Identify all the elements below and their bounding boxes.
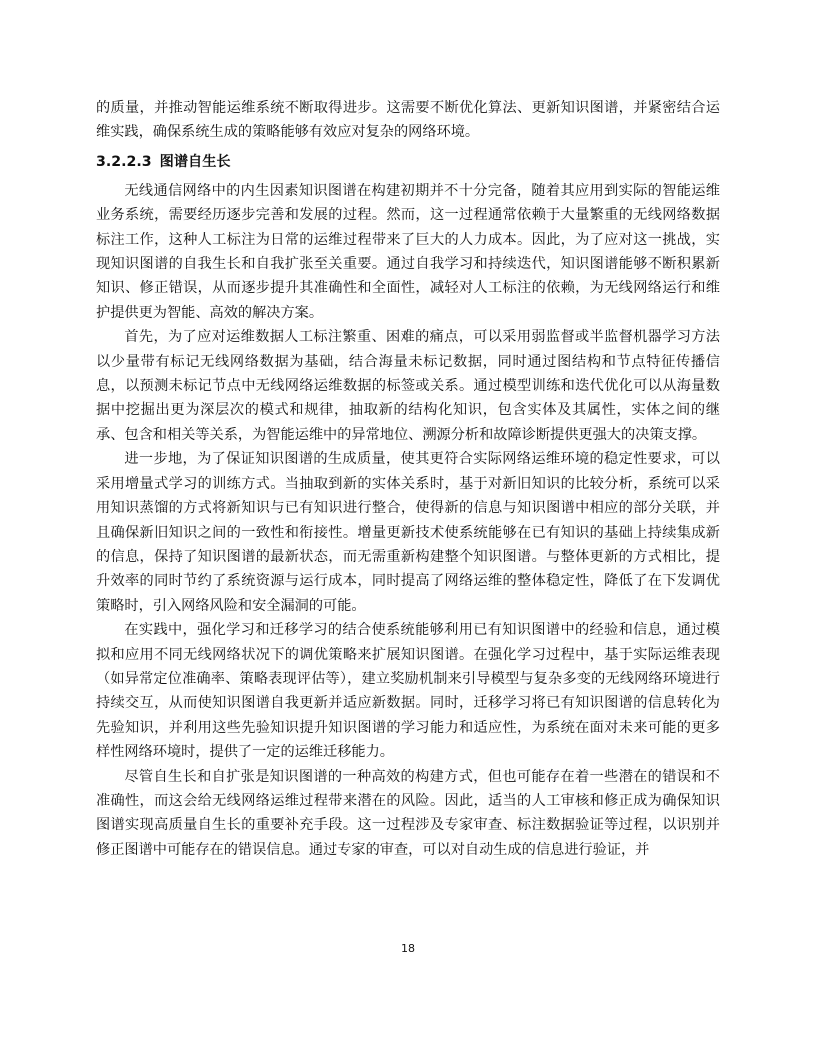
body-paragraph-5: 尽管自生长和自扩张是知识图谱的一种高效的构建方式，但也可能存在着一些潜在的错误和不准确性，而这会给无线网络运维过程带来潜在的风险。因此，适当的人工审核和修正成为确保知识图谱实现高质量自生长的重要补充手段。这一过程涉及专家审查、标注数据验证等过程，以识别并修正图谱中可能存在的错误信息。通过专家的审查，可以对自动生成的信息进行验证，并 — [96, 768, 720, 858]
continuation-paragraph: 的质量，并推动智能运维系统不断取得进步。这需要不断优化算法、更新知识图谱，并紧密结合运维实践，确保系统生成的策略能够有效应对复杂的网络环境。 — [96, 100, 720, 141]
body-paragraph-1: 无线通信网络中的内生因素知识图谱在构建初期并不十分完备，随着其应用到实际的智能运维业务系统，需要经历逐步完善和发展的过程。然而，这一过程通常依赖于大量繁重的无线网络数据标注工作，这种人工标注为日常的运维过程带来了巨大的人力成本。因此，为了应对这一挑战，实现知识图谱的自我生长和自我扩张至关重要。通过自我学习和持续迭代，知识图谱能够不断积累新知识、修正错误，从而逐步提升其准确性和全面性，减轻对人工标注的依赖，为无线网络运行和维护提供更为智能、高效的解决方案。 — [96, 182, 720, 321]
section-heading — [96, 150, 720, 174]
body-paragraph-3: 进一步地，为了保证知识图谱的生成质量，使其更符合实际网络运维环境的稳定性要求，可以采用增量式学习的训练方式。当抽取到新的实体关系时，基于对新旧知识的比较分析，系统可以采用知识蒸馏的方式将新知识与已有知识进行整合，使得新的信息与知识图谱中相应的部分关联，并且确保新旧知识之间的一致性和衔接性。增量更新技术使系统能够在已有知识的基础上持续集成新的信息，保持了知识图谱的最新状态，而无需重新构建整个知识图谱。与整体更新的方式相比，提升效率的同时节约了系统资源与运行成本，同时提高了网络运维的整体稳定性，降低了在下发调优策略时，引入网络风险和安全漏洞的可能。 — [96, 451, 720, 614]
page-content — [96, 96, 720, 862]
body-paragraph-2: 首先，为了应对运维数据人工标注繁重、困难的痛点，可以采用弱监督或半监督机器学习方法以少量带有标记无线网络数据为基础，结合海量未标记数据，同时通过图结构和节点特征传播信息，以预测未标记节点中无线网络运维数据的标签或关系。通过模型训练和迭代优化可以从海量数据中挖掘出更为深层次的模式和规律，抽取新的结构化知识，包含实体及其属性，实体之间的继承、包含和相关等关系，为智能运维中的异常地位、溯源分析和故障诊断提供更强大的决策支撑。 — [96, 329, 720, 443]
section-number: 3.2.2.3 — [96, 153, 152, 170]
page-number: 18 — [401, 942, 415, 955]
body-paragraph-4: 在实践中，强化学习和迁移学习的结合使系统能够利用已有知识图谱中的经验和信息，通过模拟和应用不同无线网络状况下的调优策略来扩展知识图谱。在强化学习过程中，基于实际运维表现（如异常定位准确率、策略表现评估等），建立奖励机制来引导模型与复杂多变的无线网络环境进行持续交互，从而使知识图谱自我更新并适应新数据。同时，迁移学习将已有知识图谱的信息转化为先验知识，并利用这些先验知识提升知识图谱的学习能力和适应性，为系统在面对未来可能的更多样性网络环境时，提供了一定的运维迁移能力。 — [96, 622, 720, 761]
section-title: 图谱自生长 — [159, 153, 231, 170]
